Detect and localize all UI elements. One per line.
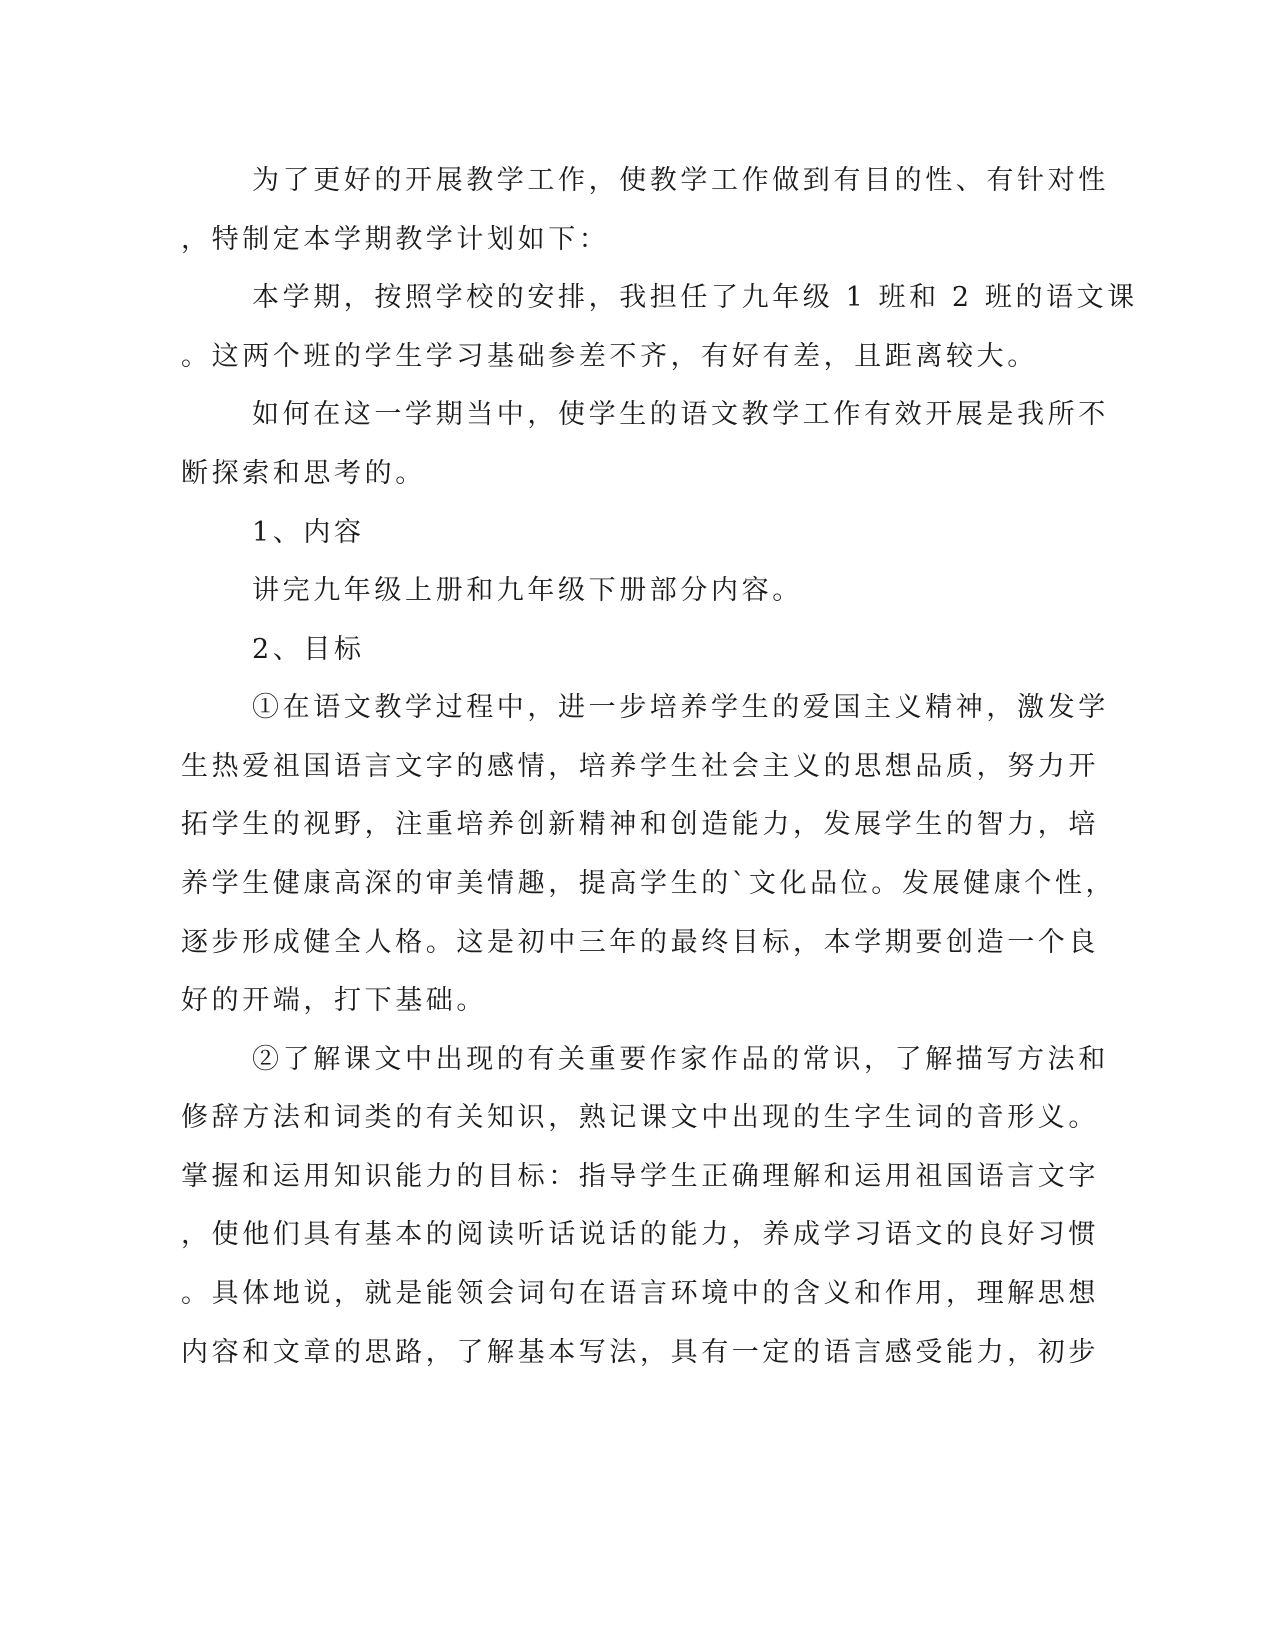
- section-heading: 1、内容: [252, 517, 365, 548]
- text-line: 为了更好的开展教学工作，使教学工作做到有目的性、有针对性: [252, 165, 1109, 196]
- text-line: 拓学生的视野，注重培养创新精神和创造能力，发展学生的智力，培: [181, 809, 1099, 840]
- text-line: 好的开端，打下基础。: [181, 985, 487, 1016]
- text-line: 修辞方法和词类的有关知识，熟记课文中出现的生字生词的音形义。: [181, 1102, 1099, 1133]
- text-line: 逐步形成健全人格。这是初中三年的最终目标，本学期要创造一个良: [181, 927, 1099, 958]
- text-line: 养学生健康高深的审美情趣，提高学生的`文化品位。发展健康个性，: [181, 868, 1117, 899]
- text-line: 如何在这一学期当中，使学生的语文教学工作有效开展是我所不: [252, 399, 1109, 430]
- text-line: 。这两个班的学生学习基础参差不齐，有好有差，且距离较大。: [181, 341, 1038, 372]
- text-line: 。具体地说，就是能领会词句在语言环境中的含义和作用，理解思想: [181, 1278, 1099, 1309]
- text-line: ，特制定本学期教学计划如下：: [181, 224, 610, 255]
- text-line: 生热爱祖国语言文字的感情，培养学生社会主义的思想品质，努力开: [181, 751, 1099, 782]
- section-heading: 2、目标: [252, 634, 365, 665]
- text-line: ②了解课文中出现的有关重要作家作品的常识，了解描写方法和: [252, 1044, 1109, 1075]
- text-line: 内容和文章的思路，了解基本写法，具有一定的语言感受能力，初步: [181, 1337, 1099, 1368]
- text-line: ，使他们具有基本的阅读听话说话的能力，养成学习语文的良好习惯: [181, 1219, 1099, 1250]
- text-line: 讲完九年级上册和九年级下册部分内容。: [252, 575, 803, 606]
- text-line: ①在语文教学过程中，进一步培养学生的爱国主义精神，激发学: [252, 692, 1109, 723]
- text-line: 本学期，按照学校的安排，我担任了九年级 1 班和 2 班的语文课: [252, 282, 1138, 313]
- text-line: 断探索和思考的。: [181, 458, 426, 489]
- text-line: 掌握和运用知识能力的目标：指导学生正确理解和运用祖国语言文字: [181, 1161, 1099, 1192]
